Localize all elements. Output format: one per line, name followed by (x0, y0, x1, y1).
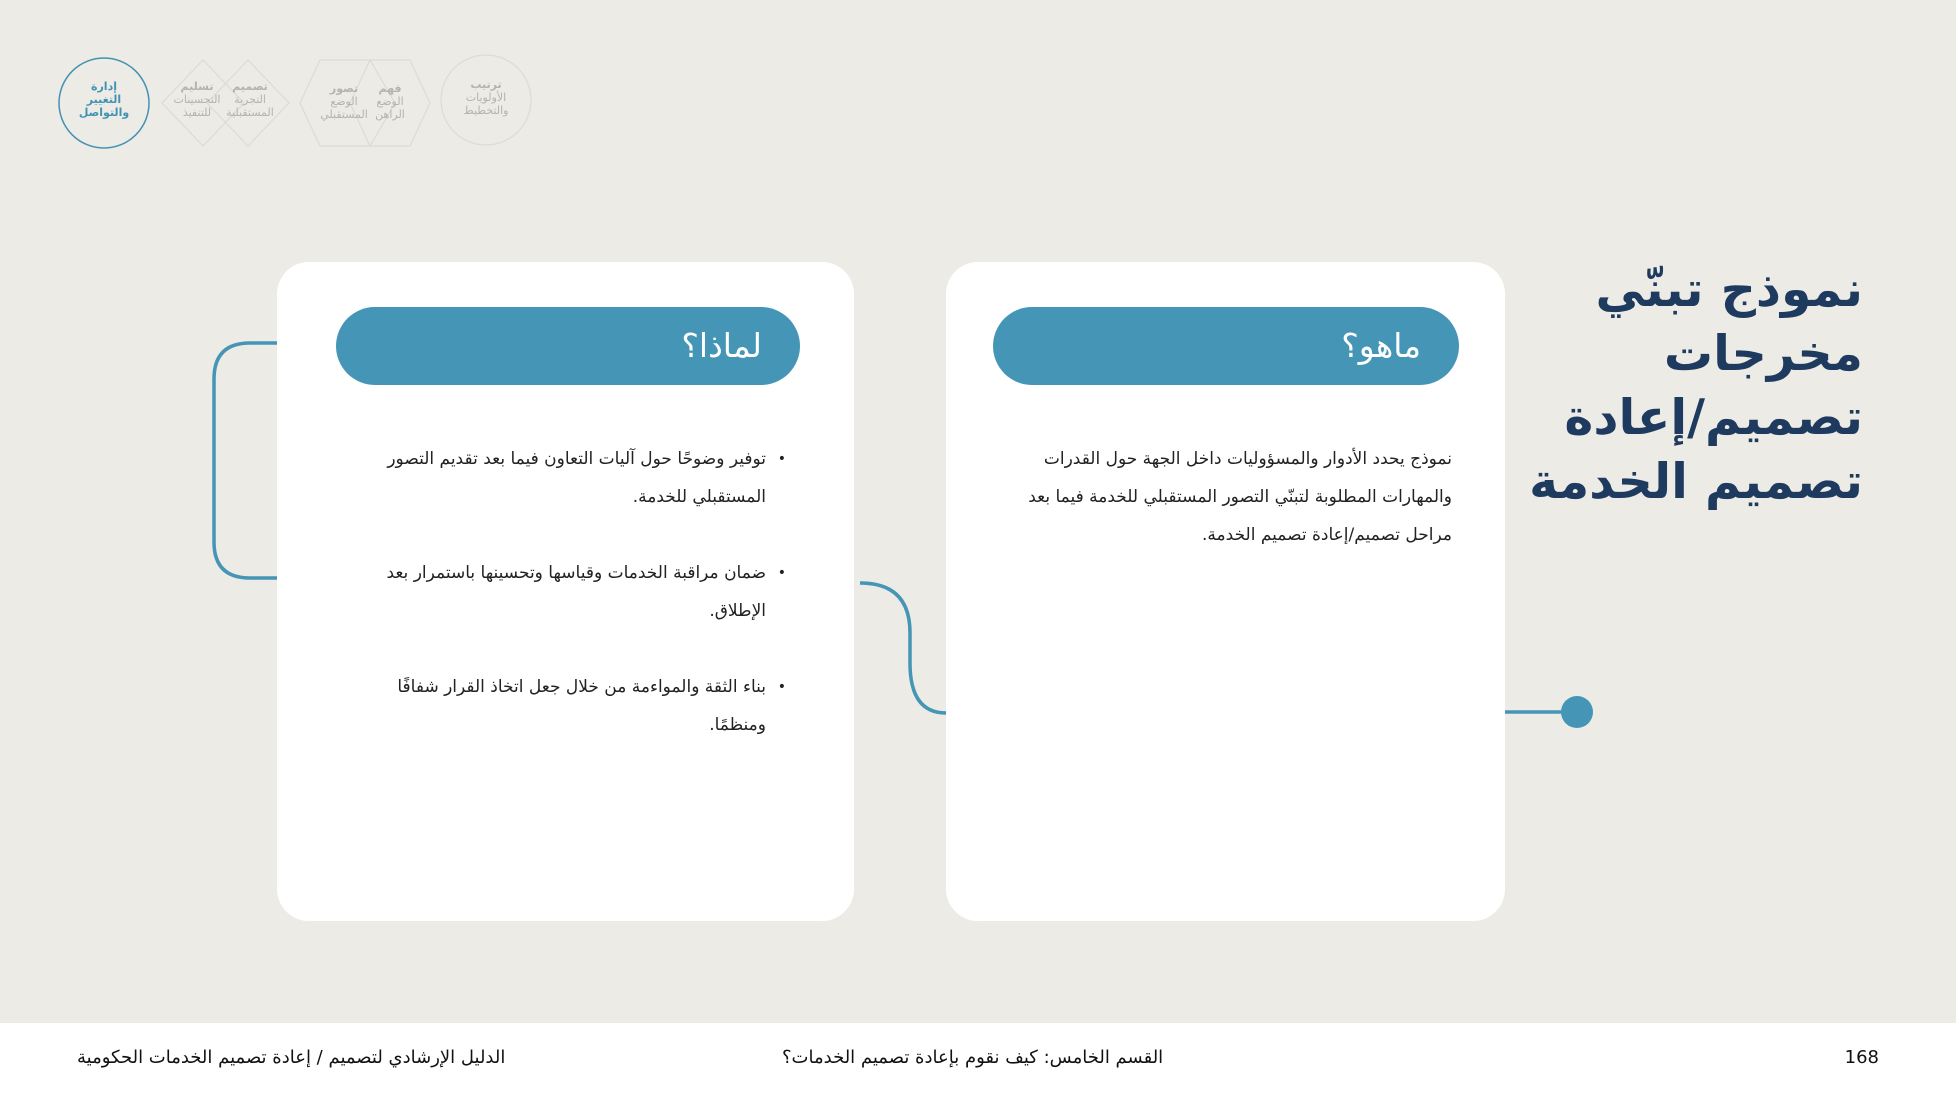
list-item-text: المستقبلي للخدمة. (632, 487, 766, 507)
list-item-text: الإطلاق. (709, 601, 766, 621)
stage-label: إدارة (90, 80, 117, 93)
stage-label: للتنفيذ (182, 106, 212, 119)
stage-label: الوضع (330, 95, 358, 108)
list-item (330, 554, 786, 630)
why-card-body (330, 440, 786, 782)
stage-label: فهم (378, 82, 402, 95)
stage-label: المستقبلي (320, 108, 368, 121)
stage-label: الأولويات (465, 91, 507, 104)
what-card-text: مراحل تصميم/إعادة تصميم الخدمة. (1202, 525, 1452, 545)
list-item (330, 668, 786, 744)
connector-dot (1561, 696, 1593, 728)
stage-label: المستقبلية (226, 106, 274, 119)
stage-label: الوضع (376, 95, 404, 108)
title-line: تصميم/إعادة (1564, 389, 1863, 446)
list-item-text: • ضمان مراقبة الخدمات وقياسها وتحسينها باستمرار بعد (386, 563, 766, 583)
list-item-text: ومنظمًا. (709, 715, 766, 735)
stage-label: تصور (329, 82, 359, 95)
list-item (330, 440, 786, 516)
why-list (330, 440, 786, 744)
what-card-text: والمهارات المطلوبة لتبنّي التصور المستقبلي للخدمة فيما بعد (1028, 487, 1452, 507)
stage-label: التحسينات (173, 93, 221, 106)
title-line: تصميم الخدمة (1529, 453, 1863, 510)
page-title (1483, 258, 1863, 514)
stage-label: تسليم (180, 80, 214, 93)
stage-label: والتخطيط (463, 104, 509, 117)
stage-label: والتواصل (78, 106, 130, 119)
stage-label: تصميم (232, 80, 268, 93)
title-line: مخرجات (1663, 325, 1863, 382)
what-card-header: ماهو؟ (993, 307, 1459, 385)
stage-label: التجربة (234, 93, 266, 106)
footer (0, 1023, 1956, 1100)
stage-label: ترتيب (470, 78, 502, 91)
stage-label: الراهن (375, 108, 405, 121)
connector-s-curve (860, 583, 946, 713)
what-card-body (990, 440, 1452, 554)
why-card-header: لماذا؟ (336, 307, 800, 385)
list-item-text: • بناء الثقة والمواءمة من خلال جعل اتخاذ القرار شفافًا (397, 677, 766, 697)
stage-label: التغيير (86, 93, 122, 106)
footer-section: القسم الخامس: كيف نقوم بإعادة تصميم الخدمات؟ (782, 1047, 1164, 1068)
title-line: نموذج تبنّي (1595, 261, 1863, 318)
what-card-text: نموذج يحدد الأدوار والمسؤوليات داخل الجهة حول القدرات (1043, 449, 1452, 469)
page-number: 168 (1844, 1047, 1879, 1068)
footer-guide: الدليل الإرشادي لتصميم / إعادة تصميم الخدمات الحكومية (77, 1047, 506, 1068)
list-item-text: • توفير وضوحًا حول آليات التعاون فيما بعد تقديم التصور (387, 449, 766, 469)
